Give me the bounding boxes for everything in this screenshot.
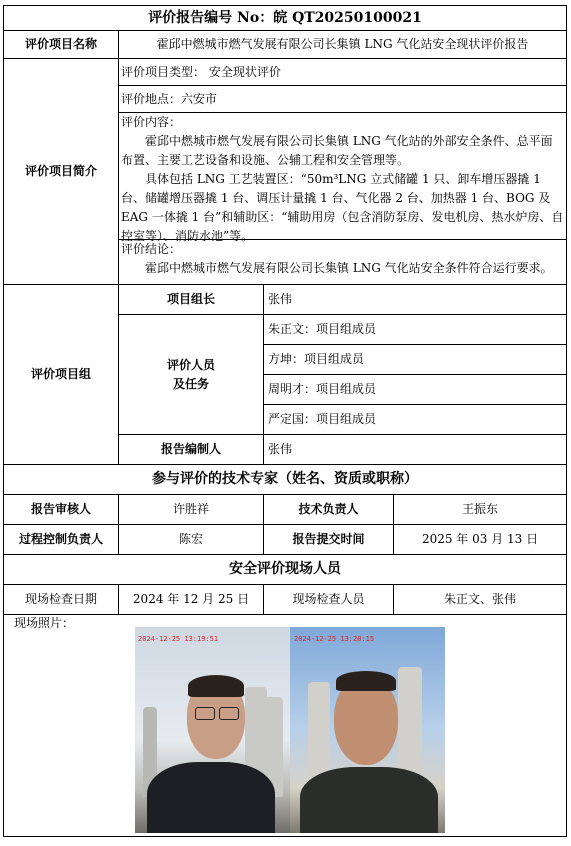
intro-content [119,113,566,243]
group-label: 评价项目组 [4,285,119,465]
submit-date: 2025 年 03 月 13 日 [394,525,567,555]
tech-name: 王振东 [394,495,567,525]
photo-cell [4,615,567,837]
process-label: 过程控制负责人 [4,525,119,555]
staff-member-4: 严定国：项目组成员 [264,405,567,435]
staff-label-line-2: 及任务 [172,376,209,391]
photo-timestamp-right: 2024-12-25 13:20:15 [294,635,375,643]
site-photo [135,627,445,833]
site-photo-right [290,627,445,833]
report-number: 评价报告编号 No：皖 QT20250100021 [4,6,567,31]
check-date: 2024 年 12 月 25 日 [119,585,264,615]
submit-label: 报告提交时间 [264,525,394,555]
intro-cell [119,59,567,285]
photo-timestamp-left: 2024-12-25 13:19:51 [138,635,219,643]
reviewer-name: 许胜祥 [119,495,264,525]
intro-type: 评价项目类型： 安全现状评价 [119,59,566,86]
experts-title: 参与评价的技术专家（姓名、资质或职称） [4,465,567,495]
tech-label: 技术负责人 [264,495,394,525]
report-table [3,5,567,837]
process-name: 陈宏 [119,525,264,555]
project-name-label: 评价项目名称 [4,31,119,59]
staff-member-1: 朱正文：项目组成员 [264,315,567,345]
reviewer-label: 报告审核人 [4,495,119,525]
writer-name: 张伟 [264,435,567,465]
content-paragraph-1: 霍邱中燃城市燃气发展有限公司长集镇 LNG 气化站的外部安全条件、总平面布置、主要工艺设备和设施、公辅工程和安全管理等。 [121,134,553,167]
checkers-label: 现场检查人员 [264,585,394,615]
intro-label: 评价项目简介 [4,59,119,285]
staff-label-line-1: 评价人员 [166,357,215,372]
site-photo-left [135,627,290,833]
content-label: 评价内容： [121,115,182,129]
leader-name: 张伟 [264,285,567,315]
conclusion-label: 评价结论： [121,242,182,256]
intro-place: 评价地点：六安市 [119,86,566,113]
staff-member-3: 周明才：项目组成员 [264,375,567,405]
leader-label: 项目组长 [119,285,264,315]
conclusion-text: 霍邱中燃城市燃气发展有限公司长集镇 LNG 气化站安全条件符合运行要求。 [145,261,553,275]
project-name: 霍邱中燃城市燃气发展有限公司长集镇 LNG 气化站安全现状评价报告 [119,31,567,59]
photo-label: 现场照片： [14,616,75,630]
check-date-label: 现场检查日期 [4,585,119,615]
staff-label [119,315,264,435]
writer-label: 报告编制人 [119,435,264,465]
site-title: 安全评价现场人员 [4,555,567,585]
staff-member-2: 方坤：项目组成员 [264,345,567,375]
content-paragraph-2: 具体包括 LNG 工艺装置区：“50m³LNG 立式储罐 1 只、卸车增压器撬 1 台、储罐增压器撬 1 台、调压计量撬 1 台、气化器 2 台、加热器 1 台、BOG 及 EAG 一体撬 1 台”和辅助区：“辅助用房（包含消防泵房、发电机房、热水炉房、自控室等）、消防水池”等。 [121,172,564,243]
checkers: 朱正文、张伟 [394,585,567,615]
